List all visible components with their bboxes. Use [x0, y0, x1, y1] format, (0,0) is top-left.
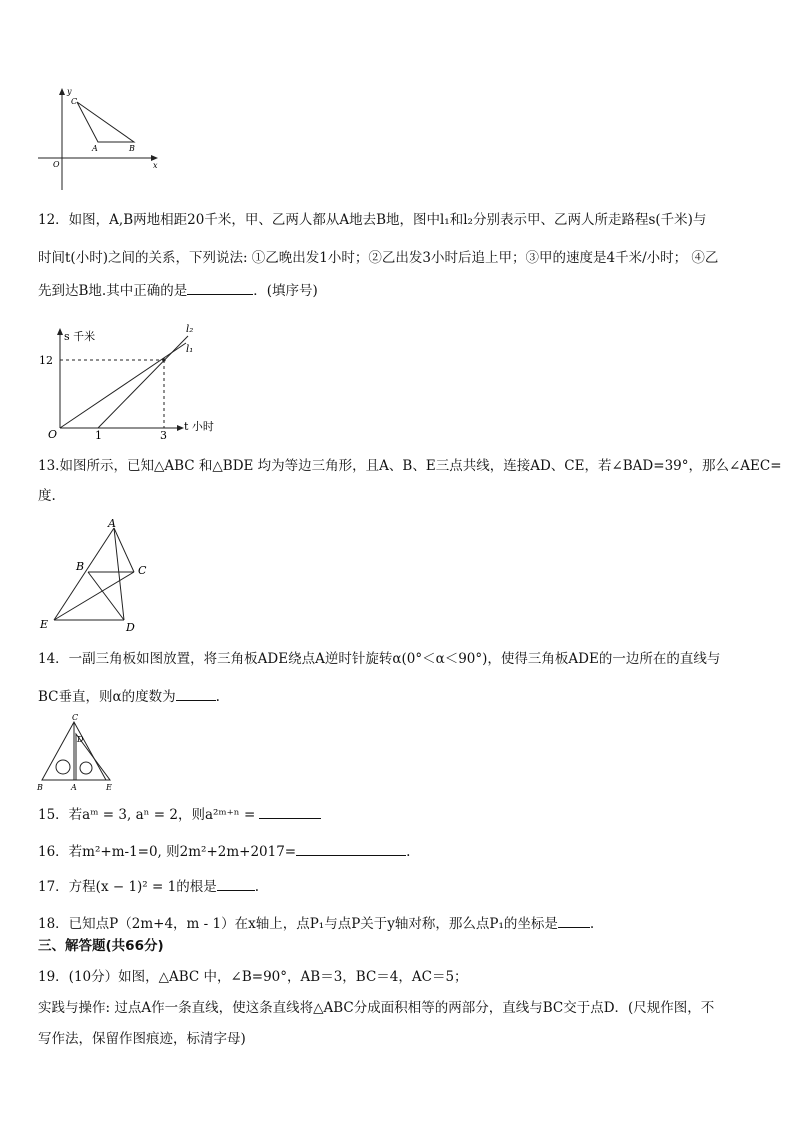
fig14-b-label: B — [37, 783, 43, 792]
q16 — [38, 841, 410, 862]
figure-q11-coordinate-triangle — [34, 84, 164, 194]
q19-line3: 写作法，保留作图痕迹，标清字母) — [38, 1031, 246, 1047]
fig12-line-l1 — [60, 343, 186, 428]
q14-line2 — [38, 686, 220, 707]
q15 — [38, 804, 321, 825]
fig12-l2-label: l₂ — [186, 324, 194, 335]
q12-line3-pre: 先到达B地.其中正确的是 — [38, 283, 188, 299]
q19-line2: 实践与操作: 过点A作一条直线，使这条直线将△ABC分成面积相等的两部分，直线与BC交于点D．(尺规作图，不 — [38, 1000, 715, 1016]
fig12-l1-label: l₁ — [186, 344, 194, 355]
q12-line3 — [38, 280, 318, 301]
fig14-e-label: E — [106, 783, 112, 792]
q12-line1: 12．如图，A,B两地相距20千米，甲、乙两人都从A地去B地，图中l₁和l₂分别表示甲、乙两人所走路程s(千米)与 — [38, 212, 707, 228]
q14-line2-post: . — [215, 689, 220, 705]
section-title: 三、解答题(共66分) — [38, 938, 164, 954]
q14-line2-pre: BC垂直，则α的度数为 — [38, 689, 176, 705]
q17-text: 17．方程(x − 1)² = 1的根是 — [38, 879, 217, 895]
q16-text: 16．若m²+m-1=0, 则2m²+2m+2017= — [38, 844, 297, 860]
fig12-tick-3: 3 — [160, 429, 167, 442]
fig12-line-l2 — [98, 336, 188, 428]
fig11-origin-label: O — [53, 160, 60, 169]
q19-line1: 19．(10分）如图，△ABC 中，∠B=90°，AB＝3，BC＝4，AC＝5； — [38, 969, 468, 985]
fig11-a-label: A — [92, 144, 98, 153]
fig11-y-label: y — [67, 87, 72, 96]
fig13-b-label: B — [76, 560, 85, 573]
q12-answer-blank[interactable] — [187, 280, 253, 295]
q14-line1: 14．一副三角板如图放置，将三角板ADE绕点A逆时针旋转α(0°＜α＜90°)，使得三角板ADE的一边所在的直线与 — [38, 651, 721, 667]
fig13-a-label: A — [108, 517, 116, 530]
q15-text: 15．若aᵐ = 3, aⁿ = 2，则a²ᵐ⁺ⁿ = — [38, 807, 256, 823]
q13-line2: 度. — [38, 488, 56, 504]
fig13-e-label: E — [40, 618, 49, 631]
q13-line1: 13.如图所示，已知△ABC 和△BDE 均为等边三角形，且A、B、E三点共线，连接AD、CE，若∠BAD=39°，那么∠AEC= — [38, 458, 782, 474]
fig11-c-label: C — [71, 97, 78, 106]
fig12-tick-1: 1 — [95, 429, 102, 442]
fig12-origin-label: O — [48, 428, 58, 441]
q18-text: 18．已知点P（2m+4，m - 1）在x轴上，点P₁与点P关于y轴对称，那么点P₁的坐标是 — [38, 916, 558, 932]
q16-post: . — [406, 844, 411, 860]
figure-q13-equilateral-triangles — [34, 516, 160, 636]
fig14-d-label: D — [77, 735, 84, 744]
q17-answer-blank[interactable] — [217, 876, 255, 891]
q17 — [38, 876, 259, 897]
q17-post: . — [254, 879, 260, 895]
q14-answer-blank[interactable] — [176, 686, 216, 701]
figure-q12-distance-time-graph — [34, 318, 224, 444]
q12-line2: 时间t(小时)之间的关系，下列说法: ①乙晚出发1小时；②乙出发3小时后追上甲；③甲的速度是4千米/小时； ④乙 — [38, 250, 719, 266]
q15-answer-blank[interactable] — [259, 804, 321, 819]
q18 — [38, 913, 594, 934]
q12-line3-post: ．(填序号) — [253, 283, 318, 299]
fig12-y-axis-label: s 千米 — [64, 330, 96, 343]
q16-answer-blank[interactable] — [296, 841, 406, 856]
fig14-c-label: C — [72, 713, 79, 722]
fig13-d-label: D — [126, 621, 135, 634]
fig12-x-axis-label: t 小时 — [184, 420, 214, 433]
fig11-x-label: x — [153, 161, 158, 170]
fig11-b-label: B — [129, 144, 135, 153]
q18-answer-blank[interactable] — [558, 913, 590, 928]
figure-q14-set-squares — [34, 712, 120, 792]
fig12-tick-12: 12 — [39, 354, 53, 367]
q18-post: . — [589, 916, 595, 932]
fig13-c-label: C — [138, 564, 147, 577]
fig14-a-label: A — [71, 783, 77, 792]
